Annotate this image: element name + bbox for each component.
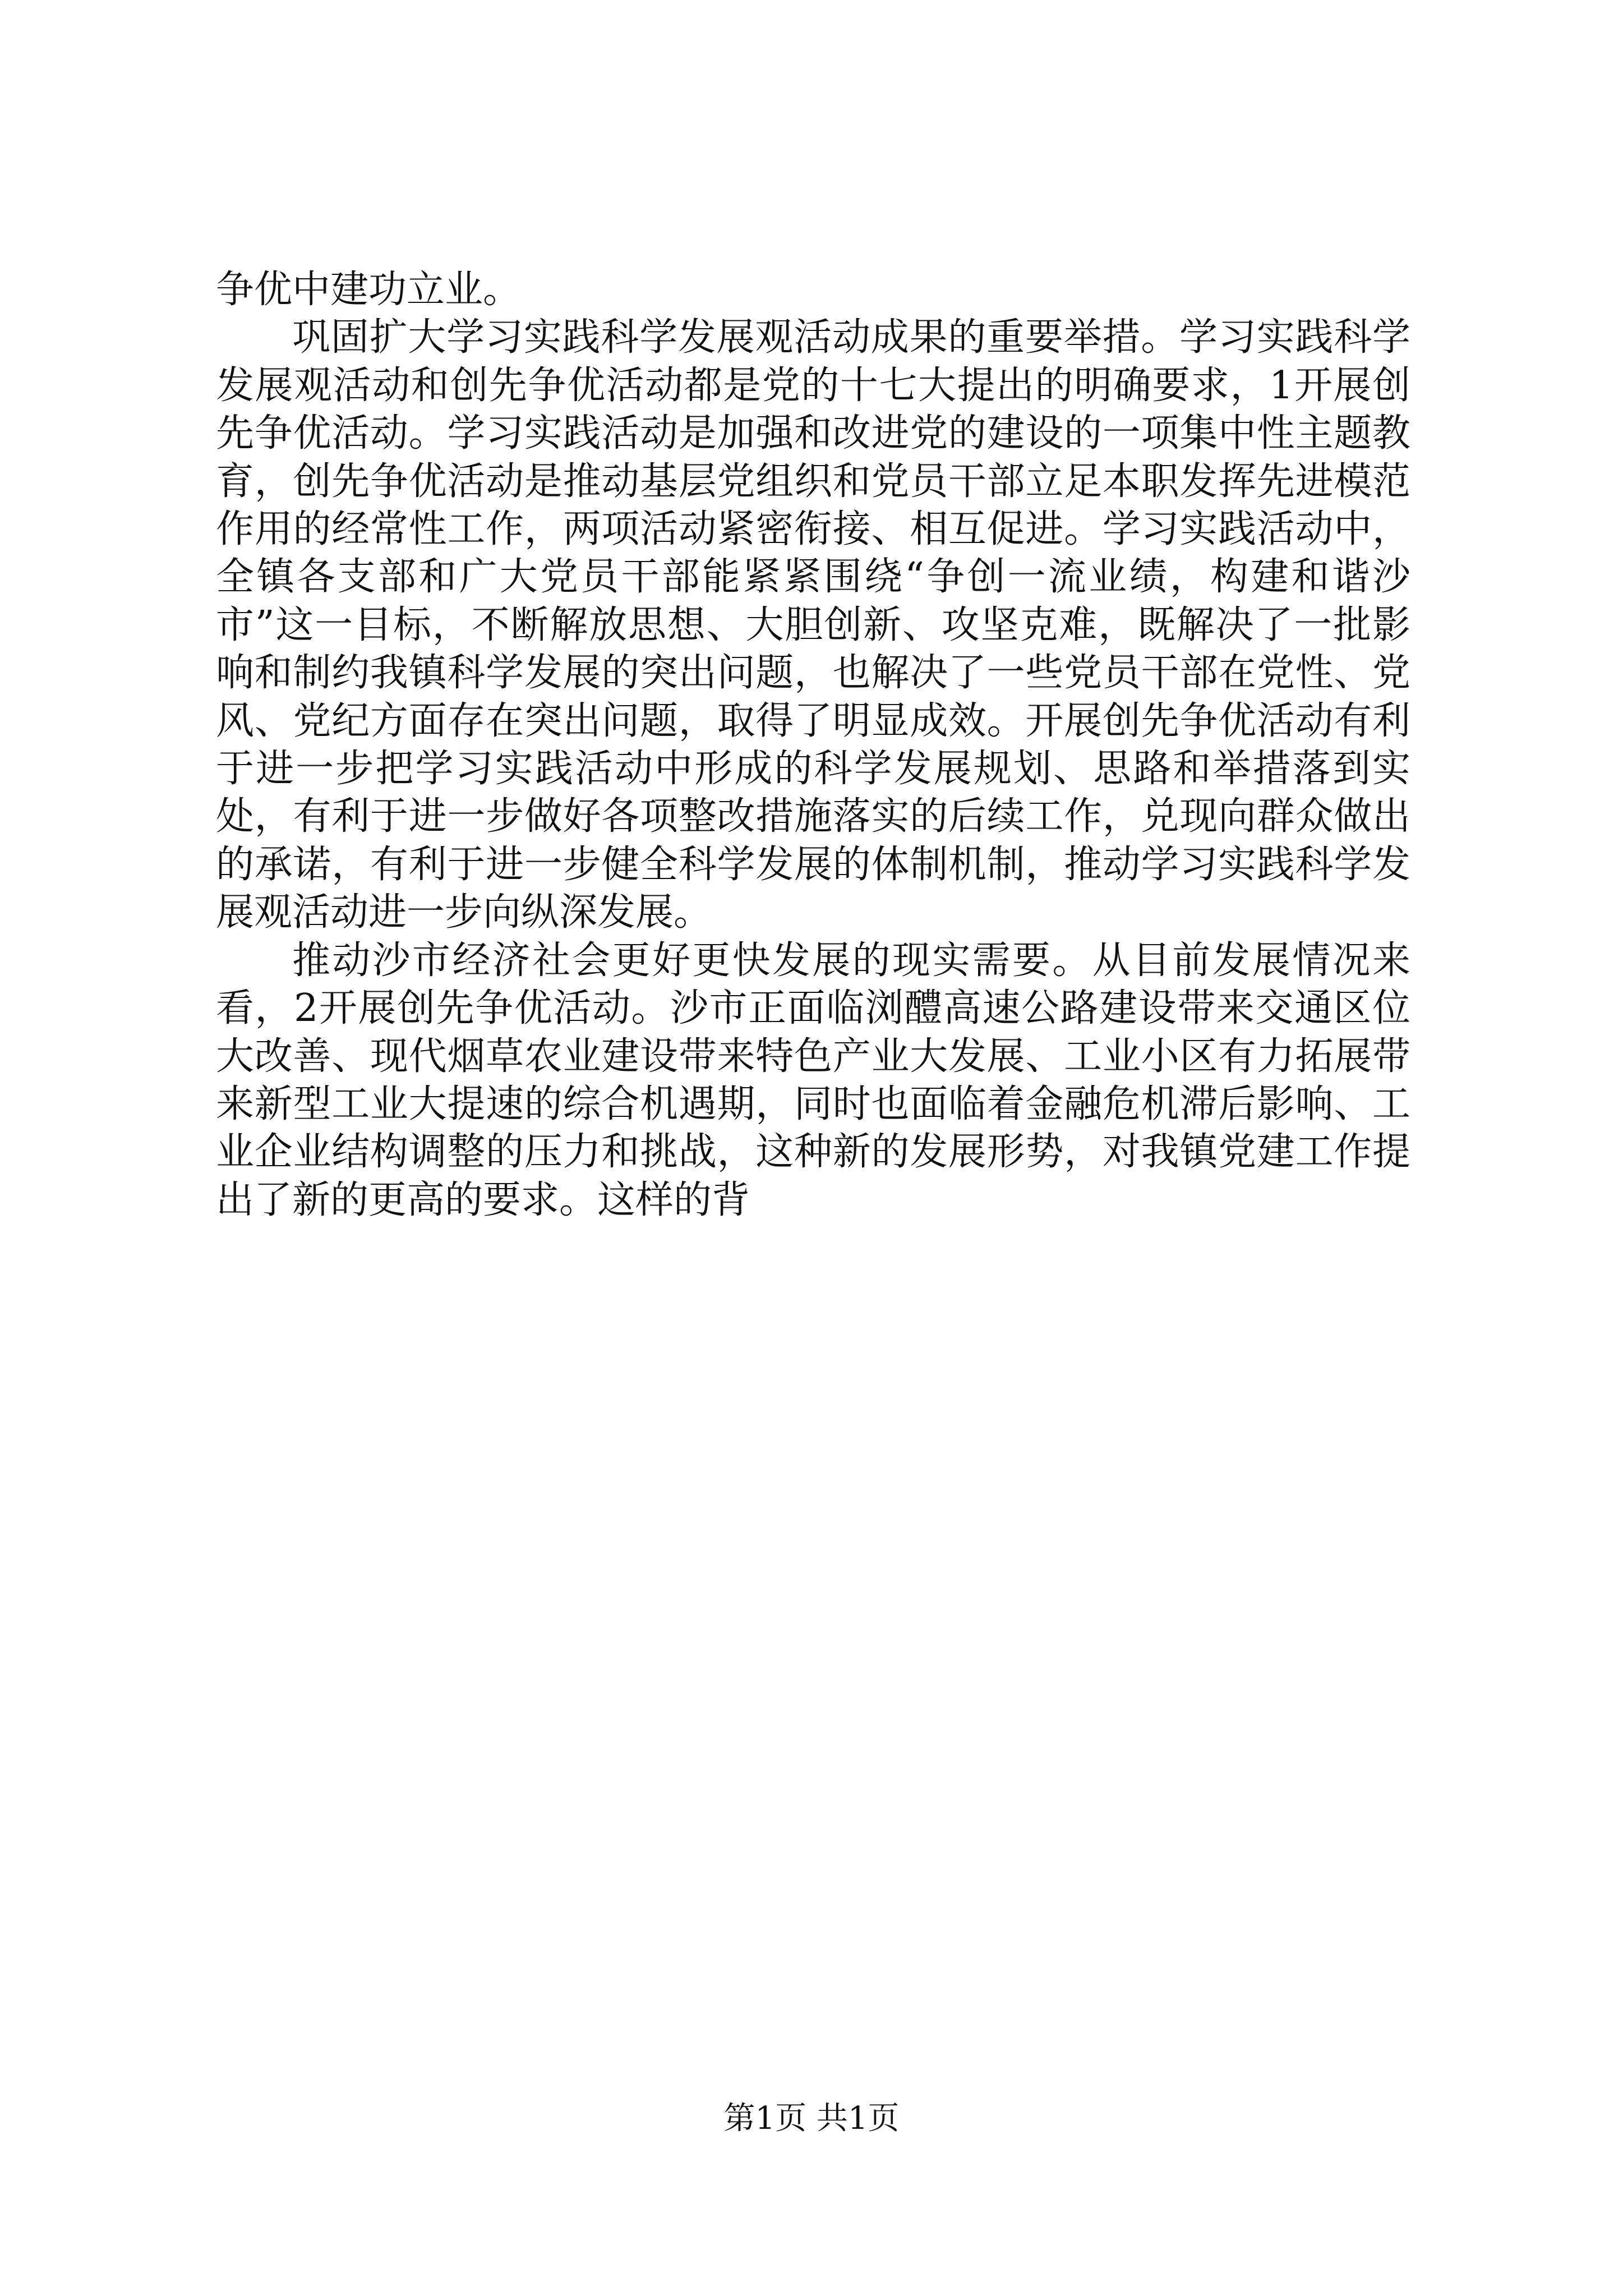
page-footer: 第1页 共1页 — [723, 2100, 900, 2137]
paragraph-continuation: 争优中建功立业。 — [216, 268, 522, 312]
body-text — [216, 266, 1410, 1224]
paragraph-consolidate-study: 巩固扩大学习实践科学发展观活动成果的重要举措。学习实践科学发展观活动和创先争优活动都是党的十七大提出的明确要求，1开展创先争优活动。学习实践活动是加强和改进党的建设的一项集中性主题教育，创先争优活动是推动基层党组织和党员干部立足本职发挥先进模范作用的经常性工作，两项活动紧密衔接、相互促进。学习实践活动中，全镇各支部和广大党员干部能紧紧围绕“争创一流业绩，构建和谐沙市”这一目标，不断解放思想、大胆创新、攻坚克难，既解决了一批影响和制约我镇科学发展的突出问题，也解决了一些党员干部在党性、党风、党纪方面存在突出问题，取得了明显成效。开展创先争优活动有利于进一步把学习实践活动中形成的科学发展规划、思路和举措落到实处，有利于进一步做好各项整改措施落实的后续工作，兑现向群众做出的承诺，有利于进一步健全科学发展的体制机制，推动学习实践科学发展观活动进一步向纵深发展。 — [216, 315, 1410, 935]
paragraph-promote-development: 推动沙市经济社会更好更快发展的现实需要。从目前发展情况来看，2开展创先争优活动。沙市正面临浏醴高速公路建设带来交通区位大改善、现代烟草农业建设带来特色产业大发展、工业小区有力拓展带来新型工业大提速的综合机遇期，同时也面临着金融危机滞后影响、工业企业结构调整的压力和挑战，这种新的发展形势，对我镇党建工作提出了新的更高的要求。这样的背 — [216, 938, 1410, 1222]
